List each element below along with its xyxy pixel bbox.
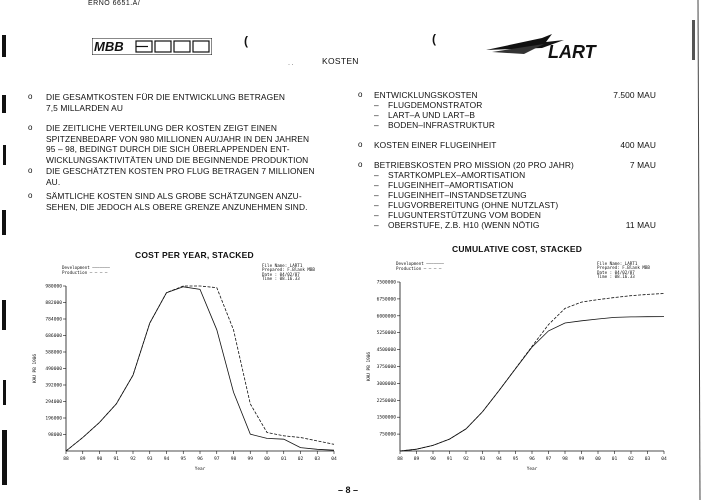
svg-text:LART: LART	[548, 42, 596, 60]
x-tick-label: 01	[611, 457, 618, 462]
legend-development: Development ———————	[396, 261, 444, 266]
dash: –	[374, 190, 379, 200]
y-tick-label: 294000	[45, 400, 62, 405]
bullet: o	[358, 140, 363, 149]
y-tick-label: 6750000	[376, 297, 396, 303]
cost-item-value: 7.500 MAU	[613, 90, 656, 100]
cost-subitem: FLUGDEMONSTRATOR	[388, 100, 483, 110]
series-line-development	[66, 287, 334, 451]
y-tick-label: 7500000	[376, 280, 396, 286]
x-tick-label: 04	[661, 457, 667, 462]
x-tick-label: 99	[578, 457, 585, 462]
y-tick-label: 3000000	[376, 381, 396, 387]
point-line: SEHEN, DIE JEDOCH ALS OBERE GRENZE ANZUNEHMEN SIND.	[46, 201, 308, 212]
y-tick-label: 392000	[45, 383, 62, 389]
cost-subitem: STARTKOMPLEX–AMORTISATION	[388, 170, 526, 180]
y-tick-label: 5250000	[376, 331, 396, 337]
cost-item-value: 7 MAU	[629, 160, 656, 170]
x-tick-label: 92	[463, 457, 469, 462]
x-tick-label: 02	[297, 457, 304, 462]
dash: –	[374, 210, 379, 220]
dash: –	[374, 220, 379, 230]
document-code: ERNO 6651.A/	[88, 0, 141, 7]
x-tick-label: 89	[79, 457, 86, 462]
file-info-line: Time : 08.16.33	[262, 276, 300, 282]
chart-title-left: COST PER YEAR, STACKED	[135, 250, 254, 260]
cost-item-title: ENTWICKLUNGSKOSTEN	[374, 90, 478, 100]
x-tick-label: 03	[644, 457, 651, 462]
legend-production: Production — — — —	[62, 270, 108, 275]
x-tick-label: 93	[146, 457, 153, 462]
x-tick-label: 90	[96, 457, 103, 462]
y-tick-label: 3750000	[376, 365, 396, 370]
x-tick-label: 02	[628, 457, 634, 462]
x-tick-label: 88	[63, 457, 69, 462]
bullet: o	[28, 166, 33, 175]
dash: –	[374, 110, 379, 120]
x-tick-label: 97	[213, 457, 220, 462]
cost-subitem: FLUGUNTERSTÜTZUNG VOM BODEN	[388, 210, 541, 220]
y-tick-label: 2250000	[376, 398, 396, 404]
page-number: – 8 –	[338, 485, 359, 495]
y-axis-label: KAU PB 1986	[33, 353, 38, 384]
x-tick-label: 90	[430, 457, 436, 462]
y-tick-label: 1500000	[376, 415, 396, 421]
file-info-line: Prepared: F.Blank MBB	[597, 265, 650, 271]
x-tick-label: 98	[562, 457, 568, 462]
point-line: DIE GESAMTKOSTEN FÜR DIE ENTWICKLUNG BETRAGEN	[46, 92, 286, 102]
cost-subitem: FLUGEINHEIT–AMORTISATION	[388, 180, 514, 190]
bullet: o	[358, 90, 363, 99]
file-info-line: Date : 04/02/87	[262, 271, 300, 277]
cost-subitem: BODEN–INFRASTRUKTUR	[388, 120, 496, 130]
x-tick-label: 91	[446, 457, 453, 462]
file-info-line: Date : 04/02/87	[597, 269, 635, 275]
x-tick-label: 98	[230, 457, 237, 462]
x-tick-label: 99	[247, 457, 254, 462]
x-tick-label: 92	[130, 457, 136, 462]
series-line-development	[400, 317, 664, 451]
x-tick-label: 94	[496, 457, 502, 462]
x-tick-label: 03	[314, 457, 321, 462]
cost-subitem: OBERSTUFE, Z.B. H10 (WENN NÖTIG	[388, 220, 540, 230]
legend-development: Development ———————	[62, 265, 110, 270]
x-tick-label: 89	[413, 457, 420, 462]
point-line: 7,5 MILLARDEN AU	[46, 102, 124, 113]
y-tick-label: 98000	[48, 433, 62, 438]
cost-subitem: FLUGVORBEREITUNG (OHNE NUTZLAST)	[388, 200, 559, 210]
file-info-line: File Name: LART1	[597, 261, 638, 266]
x-tick-label: 95	[512, 457, 519, 462]
cost-item-title: BETRIEBSKOSTEN PRO MISSION (20 PRO JAHR)	[374, 160, 574, 170]
bullet: o	[358, 160, 363, 169]
y-tick-label: 588000	[45, 350, 62, 356]
chart-title-right: CUMULATIVE COST, STACKED	[452, 244, 583, 254]
cost-item-title: KOSTEN EINER FLUGEINHEIT	[374, 140, 497, 150]
cost-subitem: LART–A UND LART–B	[388, 110, 476, 120]
dash: –	[374, 180, 379, 190]
dash: –	[374, 170, 379, 180]
y-tick-label: 490000	[45, 367, 62, 372]
bullet: o	[28, 92, 33, 101]
x-tick-label: 95	[180, 457, 187, 462]
x-tick-label: 94	[163, 457, 170, 462]
dash: –	[374, 100, 379, 110]
point-line: DIE GESCHÄTZTEN KOSTEN PRO FLUG BETRAGEN 7 MILLIONEN	[46, 166, 315, 176]
svg-text:MBB: MBB	[94, 39, 124, 54]
dash: –	[374, 200, 379, 210]
dash: –	[374, 120, 379, 130]
y-tick-label: 6000000	[376, 314, 396, 320]
file-info-line: Time : 08.16.33	[597, 274, 635, 280]
point-line: AU.	[46, 176, 61, 187]
point-line: 95 – 98, BEDINGT DURCH DIE SICH ÜBERLAPPENDEN ENT-	[46, 144, 290, 155]
point-line: DIE ZEITLICHE VERTEILUNG DER KOSTEN ZEIGT EINEN	[46, 123, 278, 133]
x-tick-label: 01	[280, 457, 287, 462]
file-info-line: File Name: LART1	[262, 263, 303, 268]
point-line: SPITZENBEDARF VON 980 MILLIONEN AU/JAHR IN DEN JAHREN	[46, 133, 310, 144]
scan-mark: (	[432, 32, 436, 46]
scan-mark: (	[244, 34, 248, 48]
cost-item-value: 400 MAU	[620, 140, 656, 150]
x-axis-label: Year	[194, 467, 206, 472]
x-tick-label: 04	[331, 457, 337, 462]
x-tick-label: 91	[113, 457, 120, 462]
bullet: o	[28, 191, 33, 200]
section-title: KOSTEN	[322, 56, 359, 66]
y-tick-label: 784000	[45, 317, 62, 323]
scan-mark: · ·	[288, 62, 294, 68]
y-axis-label: KAU PB 1986	[367, 351, 372, 382]
x-tick-label: 97	[545, 457, 552, 462]
x-tick-label: 96	[197, 457, 203, 462]
cost-subitem: FLUGEINHEIT–INSTANDSETZUNG	[388, 190, 527, 200]
legend-production: Production — — — —	[396, 266, 442, 271]
y-tick-label: 882000	[45, 301, 62, 306]
y-tick-label: 4500000	[376, 348, 396, 354]
x-axis-label: Year	[526, 467, 538, 472]
x-tick-label: 96	[529, 457, 535, 462]
point-line: WICKLUNGSAKTIVITÄTEN UND DIE BEGINNENDE PRODUKTION	[46, 154, 309, 165]
y-tick-label: 196000	[45, 416, 62, 422]
x-tick-label: 00	[595, 457, 601, 462]
y-tick-label: 980000	[45, 284, 62, 290]
x-tick-label: 88	[397, 457, 403, 462]
file-info-line: Prepared: F.Blank MBB	[262, 267, 315, 273]
y-tick-label: 686000	[45, 334, 62, 339]
cost-subitem-value: 11 MAU	[625, 220, 656, 230]
x-tick-label: 93	[479, 457, 486, 462]
series-line-production	[66, 286, 334, 451]
point-line: SÄMTLICHE KOSTEN SIND ALS GROBE SCHÄTZUNGEN ANZU-	[46, 191, 302, 201]
y-tick-label: 750000	[379, 432, 396, 438]
x-tick-label: 00	[264, 457, 270, 462]
bullet: o	[28, 123, 33, 132]
